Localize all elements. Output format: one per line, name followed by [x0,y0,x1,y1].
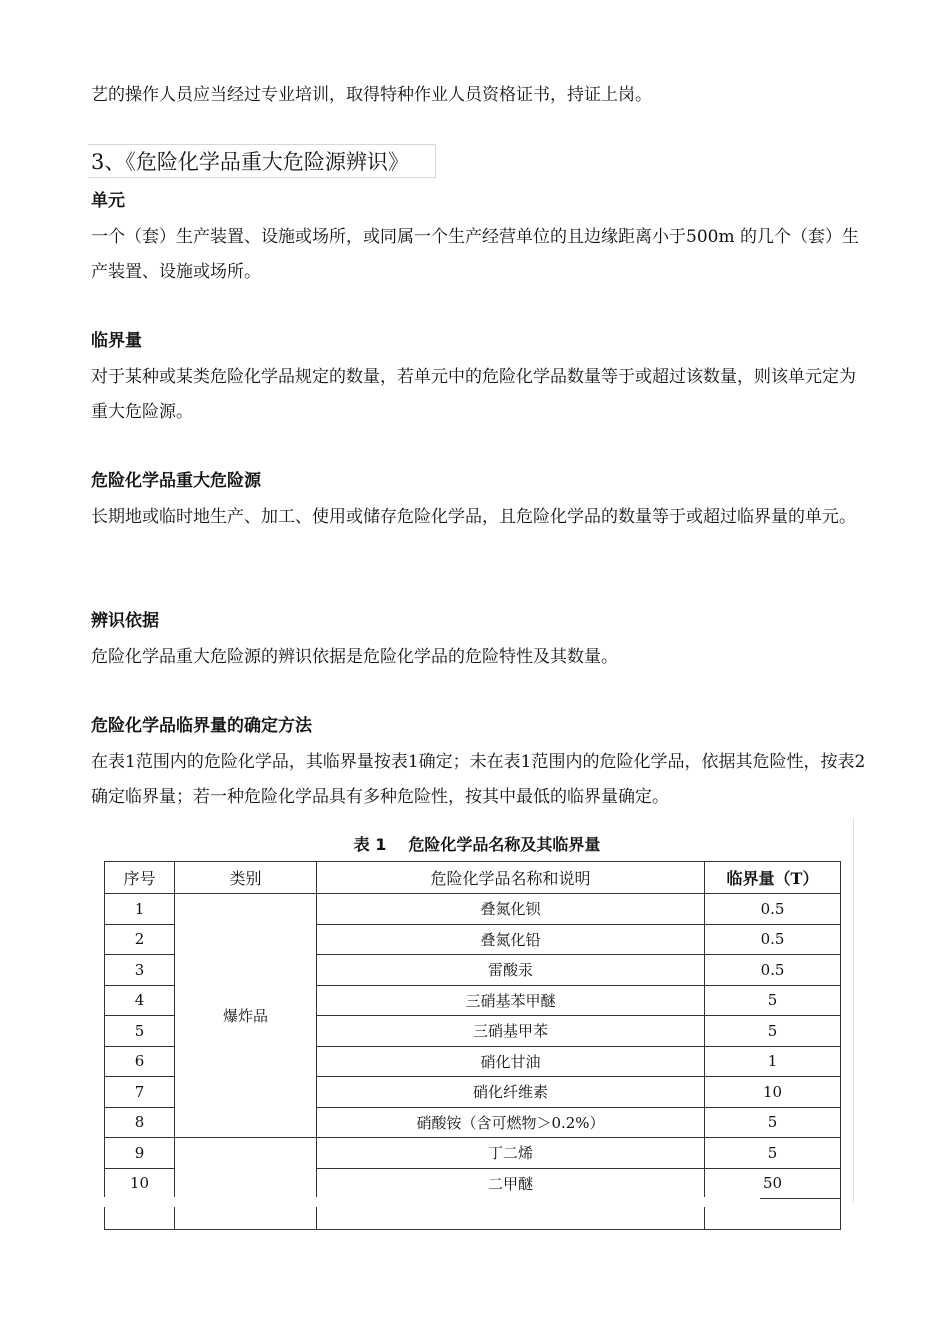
cell-name: 雷酸汞 [317,955,705,986]
table-caption-number: 表 1 [353,835,387,854]
cell-qty: 5 [705,985,841,1016]
cell-name: 硝酸铵（含可燃物＞0.2%） [317,1107,705,1138]
cell-qty: 5 [705,1016,841,1047]
cell-name: 三硝基苯甲醚 [317,985,705,1016]
header-qty: 临界量（T） [705,862,841,894]
table-caption-title: 危险化学品名称及其临界量 [408,835,601,854]
cell-category-explosives: 爆炸品 [175,894,317,1138]
heading-major-hazard: 危险化学品重大危险源 [91,471,261,491]
cell-qty: 0.5 [705,924,841,955]
table-image-edge [853,818,854,1203]
heading-basis: 辨识依据 [91,611,159,631]
cell-qty: 0.5 [705,955,841,986]
table-row [105,1138,841,1169]
cell-no: 9 [105,1138,175,1169]
table-row [105,894,841,925]
paragraph-major-hazard: 长期地或临时地生产、加工、使用或储存危险化学品，且危险化学品的数量等于或超过临界量的单元。 [91,507,856,527]
cell-qty: 10 [705,1077,841,1108]
intro-paragraph: 艺的操作人员应当经过专业培训，取得特种作业人员资格证书，持证上岗。 [91,85,652,105]
header-no: 序号 [105,862,175,894]
cell-name: 三硝基甲苯 [317,1016,705,1047]
cell-name: 硝化纤维素 [317,1077,705,1108]
cell-name: 硝化甘油 [317,1046,705,1077]
table-caption [100,832,854,855]
cell-qty: 5 [705,1107,841,1138]
cell-category-empty [175,1138,317,1230]
cell-qty: 1 [705,1046,841,1077]
paragraph-unit: 一个（套）生产装置、设施或场所，或同属一个生产经营单位的且边缘距离小于500m 的几个（套）生产装置、设施或场所。 [91,227,859,282]
cell-no: 4 [105,985,175,1016]
heading-unit: 单元 [91,191,125,211]
table-image [100,818,854,1203]
cell-qty: 50 [705,1168,841,1199]
cell-name: 叠氮化铅 [317,924,705,955]
paragraph-basis: 危险化学品重大危险源的辨识依据是危险化学品的危险特性及其数量。 [91,647,618,667]
cell-qty: 0.5 [705,894,841,925]
cell-no: 3 [105,955,175,986]
page-blank-area [0,1197,760,1207]
section-title: 3、《危险化学品重大危险源辨识》 [88,144,436,178]
header-name: 危险化学品名称和说明 [317,862,705,894]
cell-no: 8 [105,1107,175,1138]
header-category: 类别 [175,862,317,894]
cell-name: 叠氮化钡 [317,894,705,925]
cell-no: 1 [105,894,175,925]
cell-name: 二甲醚 [317,1168,705,1199]
paragraph-method: 在表1范围内的危险化学品，其临界量按表1确定；未在表1范围内的危险化学品，依据其危险性，按表2确定临界量；若一种危险化学品具有多种危险性，按其中最低的临界量确定。 [91,752,866,807]
cell-no: 10 [105,1168,175,1199]
hazard-table [104,861,841,1230]
cell-no: 5 [105,1016,175,1047]
cell-no: 6 [105,1046,175,1077]
cell-qty: 5 [705,1138,841,1169]
cell-no: 7 [105,1077,175,1108]
paragraph-threshold: 对于某种或某类危险化学品规定的数量，若单元中的危险化学品数量等于或超过该数量，则该单元定为重大危险源。 [91,367,856,422]
cell-no: 2 [105,924,175,955]
table-header-row [105,862,841,894]
heading-method: 危险化学品临界量的确定方法 [91,716,312,736]
heading-threshold: 临界量 [91,331,142,351]
cell-name: 丁二烯 [317,1138,705,1169]
